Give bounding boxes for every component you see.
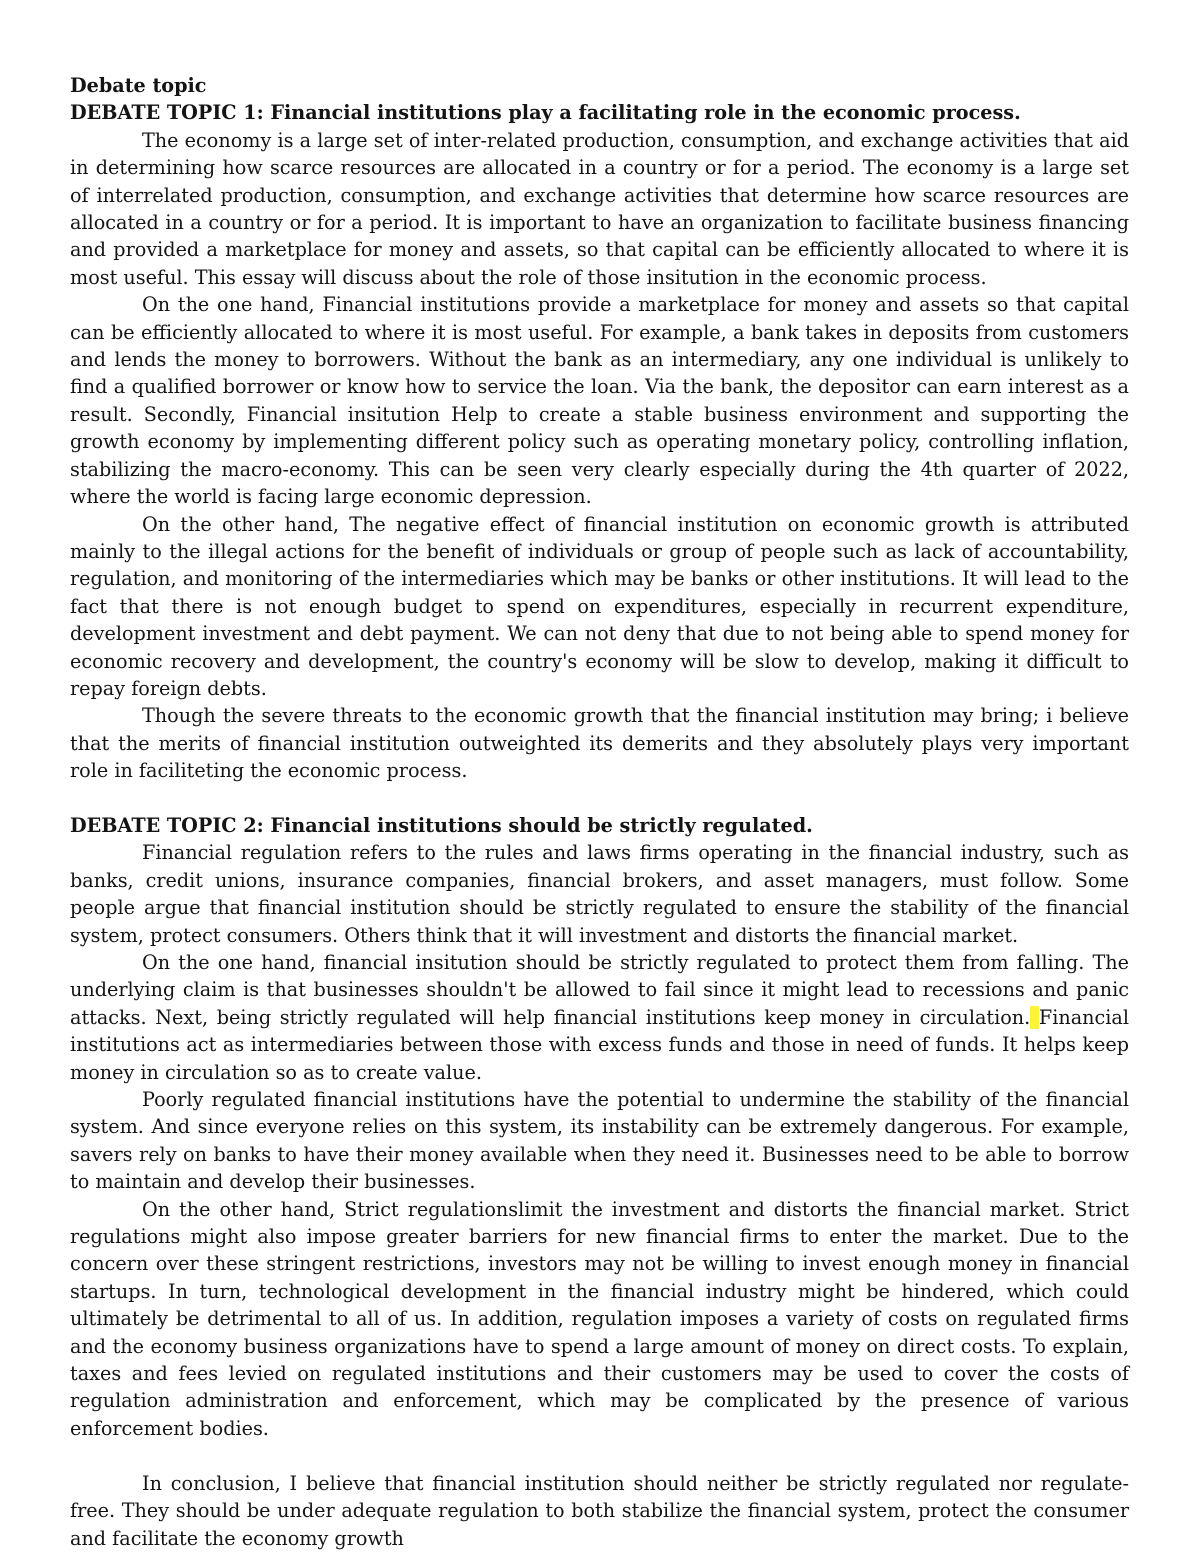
topic-2-paragraph-4: On the other hand, Strict regulationslimit the investment and distorts the financial market. Strict regulations might also impose greater barriers for new financial firms to enter the market. Due to the concern over these stringent restrictions, investors may not be willing to invest enough money in financial startups. In turn, technological development in the financial industry might be hindered, which could ultimately be detrimental to all of us. In addition, regulation imposes a variety of costs on regulated firms and the economy business organizations have to spend a large amount of money on direct costs. To explain, taxes and fees levied on regulated institutions and their customers may be used to cover the costs of regulation administration and enforcement, which may be complicated by the presence of various enforcement bodies. bbox=[70, 1197, 1129, 1440]
topic-1-paragraph-2: On the one hand, Financial institutions provide a marketplace for money and assets so that capital can be efficiently allocated to where it is most useful. For example, a bank takes in deposits from customers and lends the money to borrowers. Without the bank as an intermediary, any one individual is unlikely to find a qualified borrower or know how to service the loan. Via the bank, the depositor can earn interest as a result. Secondly, Financial insitution Help to create a stable business environment and supporting the growth economy by implementing different policy such as operating monetary policy, controlling inflation, stabilizing the macro-economy. This can be seen very clearly especially during the 4th quarter of 2022, where the world is facing large economic depression. bbox=[70, 293, 1129, 509]
section-spacer bbox=[70, 785, 1129, 812]
topic-2-paragraph-2-end: Financial institutions act as intermediaries between those with excess funds and those in need of funds. It helps keep money in circulation so as to create value. bbox=[70, 1005, 1129, 1084]
topic-2-paragraph-2-start: On the one hand, financial insitution should be strictly regulated to protect them from falling. The underlying claim is that businesses shouldn't be allowed to fail since it might lead to recessions and panic attacks. Next, being strictly regulated will help financial institutions keep money in circulation. bbox=[70, 950, 1129, 1029]
topic-1-paragraph-3: On the other hand, The negative effect of financial institution on economic growth is attributed mainly to the illegal actions for the benefit of individuals or group of people such as lack of accountability, regulation, and monitoring of the intermediaries which may be banks or other institutions. It will lead to the fact that there is not enough budget to spend on expenditures, especially in recurrent expenditure, development investment and debt payment. We can not deny that due to not being able to spend money for economic recovery and development, the country's economy will be slow to develop, making it difficult to repay foreign debts. bbox=[70, 512, 1129, 700]
topic-2-paragraph-2 bbox=[70, 949, 1129, 1086]
highlight-mark bbox=[1030, 1006, 1039, 1029]
conclusion-spacer bbox=[70, 1442, 1129, 1469]
topic-1-paragraph-1: The economy is a large set of inter-related production, consumption, and exchange activities that aid in determining how scarce resources are allocated in a country or for a period. The economy is a large set of interrelated production, consumption, and exchange activities that determine how scarce resources are allocated in a country or for a period. It is important to have an organization to facilitate business financing and provided a marketplace for money and assets, so that capital can be efficiently allocated to where it is most useful. This essay will discuss about the role of those insitution in the economic process. bbox=[70, 128, 1129, 289]
topic-2-paragraph-3: Poorly regulated financial institutions have the potential to undermine the stability of the financial system. And since everyone relies on this system, its instability can be extremely dangerous. For example, savers rely on banks to have their money available when they need it. Businesses need to be able to borrow to maintain and develop their businesses. bbox=[70, 1088, 1129, 1194]
topic-1-paragraph-4: Though the severe threats to the economic growth that the financial institution may bring; i believe that the merits of financial institution outweighted its demerits and they absolutely plays very important role in faciliteting the economic process. bbox=[70, 704, 1129, 783]
topic-2-heading: DEBATE TOPIC 2: Financial institutions should be strictly regulated. bbox=[70, 813, 813, 837]
document-title: Debate topic bbox=[70, 74, 207, 97]
topic-1-heading: DEBATE TOPIC 1: Financial institutions play a facilitating role in the economic process. bbox=[70, 101, 1021, 125]
topic-2-paragraph-1: Financial regulation refers to the rules and laws firms operating in the financial industry, such as banks, credit unions, insurance companies, financial brokers, and asset managers, must follow. Some people argue that financial institution should be strictly regulated to ensure the stability of the financial system, protect consumers. Others think that it will investment and distorts the financial market. bbox=[70, 841, 1129, 947]
conclusion-paragraph: In conclusion, I believe that financial institution should neither be strictly regulated nor regulate-free. They should be under adequate regulation to both stabilize the financial system, protect the consumer and facilitate the economy growth bbox=[70, 1471, 1129, 1550]
